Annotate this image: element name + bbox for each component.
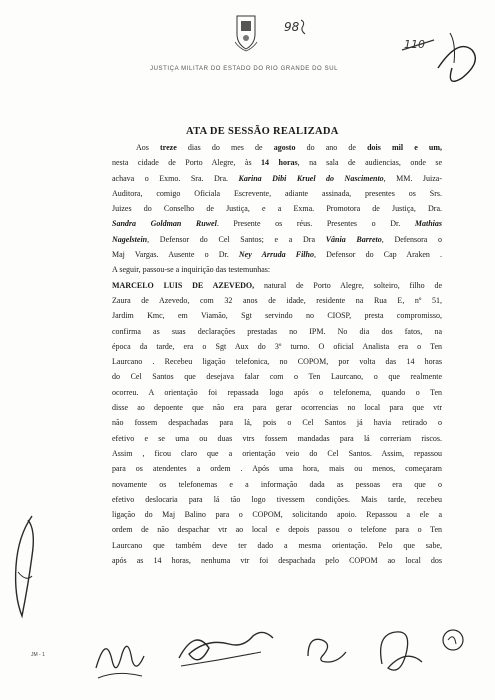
body-line <box>112 354 442 369</box>
body-line <box>112 140 442 155</box>
text-run: Sandra Goldman Ruwel <box>112 219 217 229</box>
text-run: A seguir, passou-se a inquirição das testemunhas: <box>112 265 271 275</box>
body-line <box>112 461 442 476</box>
text-run: efetivo deslocaria para lá tão logo tivessem condições. Mais tarde, recebeu <box>112 494 442 504</box>
signature-1 <box>90 628 150 683</box>
text-run: Laurcano . Recebeu ligação telefonica, no COPOM, por volta das 14 horas <box>112 357 442 367</box>
text-run: do Cel Santos que desejava falar com o Ten Laurcano, o que realmente <box>112 372 442 382</box>
text-run: , Defensor do Cel Santos; e a Dra <box>147 234 326 244</box>
text-run: achava o Exmo. Sra. Dra. <box>112 173 239 183</box>
body-line <box>112 538 442 553</box>
body-line <box>112 201 442 216</box>
body-line <box>112 216 442 231</box>
text-run: Zaura de Azevedo, com 32 anos de idade, residente na Rua E, nº 51, <box>112 295 442 305</box>
text-run: , Defensora o <box>381 234 442 244</box>
body-line <box>112 431 442 446</box>
body-line <box>112 400 442 415</box>
text-run: novamente os telefonemas e a informação dada as pessoas era que o <box>112 479 442 489</box>
body-line <box>112 232 442 247</box>
text-run: natural de Porto Alegre, solteiro, filho de <box>254 280 442 290</box>
text-run: . Presente os réus. Presentes o Dr. <box>216 219 415 229</box>
body-line <box>112 278 442 293</box>
body-line <box>112 293 442 308</box>
body-line <box>112 446 442 461</box>
coat-of-arms-icon <box>233 12 259 52</box>
text-run: , MM. Juiza- <box>383 173 442 183</box>
text-run: não fossem despachadas para lá, pois o Cel Santos já havia retirado o <box>112 418 442 428</box>
text-run: Maj Vargas. Ausente o Dr. <box>112 250 239 260</box>
text-run: Aos <box>136 143 161 152</box>
text-run: Ney Arruda Filho <box>238 250 314 260</box>
text-run: , na sala de audiencias, onde se <box>297 158 442 168</box>
text-run: Vânia Barreto <box>325 234 382 244</box>
text-run: do ano de <box>295 143 368 152</box>
folio-mark <box>400 28 488 88</box>
text-run: confirma as suas declarações prestadas no IPM. No dia dos fatos, na <box>112 326 442 336</box>
document-body <box>112 140 442 568</box>
handwritten-page-number <box>283 16 313 36</box>
text-run: época da tarde, era o Sgt Aux do 3º turno. O oficial Analista era o Ten <box>112 341 442 351</box>
body-line <box>112 415 442 430</box>
body-line <box>112 492 442 507</box>
signature-5 <box>438 626 468 654</box>
text-run: dois mil e um, <box>367 143 442 152</box>
institution-header: JUSTIÇA MILITAR DO ESTADO DO RIO GRANDE DO SUL <box>150 66 339 72</box>
signature-2 <box>175 624 285 674</box>
signature-3 <box>300 630 350 670</box>
margin-signature <box>8 512 40 622</box>
body-line <box>112 186 442 201</box>
text-run: 14 horas <box>261 158 298 168</box>
text-run: MARCELO LUIS DE AZEVEDO, <box>112 280 255 290</box>
text-run: ordem de não despachar vtr ao local e depois passou o telefone para o Ten <box>112 525 442 535</box>
text-run: dias do mes de <box>176 143 274 152</box>
text-run: efetivo e se uma ou duas vtrs fossem mandadas para lá correriam riscos. <box>112 433 442 443</box>
text-run: para os atendentes a ordem . Após uma hora, mais ou menos, começaram <box>112 464 442 474</box>
text-run: nesta cidade de Porto Alegre, às <box>112 158 262 168</box>
text-run: Assim , ficou claro que a orientação veio do Cel Santos. Assim, repassou <box>112 448 442 458</box>
body-line <box>112 369 442 384</box>
text-run: após as 14 horas, nenhuma vtr foi despachada pelo COPOM ao local dos <box>112 556 442 566</box>
body-line <box>112 522 442 537</box>
body-line <box>112 553 442 568</box>
text-run: Jardim Kmc, em Viamão, Sgt servindo no CIOSP, presta compromisso, <box>112 311 442 321</box>
text-run: Laurcano que também deve ter dado a mesma orientação. Pelo que sabe, <box>112 540 442 550</box>
text-run: treze <box>160 143 177 152</box>
text-run: Mathias <box>414 219 442 229</box>
body-line <box>112 262 442 277</box>
body-line <box>112 324 442 339</box>
body-line <box>112 385 442 400</box>
signature-4 <box>372 624 432 680</box>
text-run: disse ao depoente que não era para gerar ocorrencias no local para que vtr <box>112 403 442 413</box>
folio-number-text: 110 <box>404 38 425 51</box>
text-run: ocorreu. A orientação foi repassada logo após o telefonema, quando o Ten <box>112 387 442 397</box>
body-line <box>112 155 442 170</box>
text-run: Juizes do Conselho de Justiça, e a Exma. Promotora de Justiça, Dra. <box>112 204 442 214</box>
body-line <box>112 308 442 323</box>
body-line <box>112 171 442 186</box>
text-run: agosto <box>273 143 296 152</box>
text-run: Nagelstein <box>112 234 148 244</box>
text-run: Auditora, comigo Oficiala Escrevente, adiante assinada, presentes os Srs. <box>112 188 442 198</box>
body-line <box>112 247 442 262</box>
body-line <box>112 339 442 354</box>
body-line <box>112 507 442 522</box>
text-run: ligação do Maj Balino para o COPOM, solicitando apoio. Repassou a ele a <box>112 510 442 520</box>
text-run: , Defensor do Cap Araken . <box>313 250 442 260</box>
page-number-text: 98 <box>284 20 300 34</box>
document-title: ATA DE SESSÃO REALIZADA <box>186 126 339 137</box>
text-run: Karina Dibi Kruel do Nascimento <box>238 173 384 183</box>
body-line <box>112 477 442 492</box>
form-code: JM - 1 <box>31 652 45 658</box>
